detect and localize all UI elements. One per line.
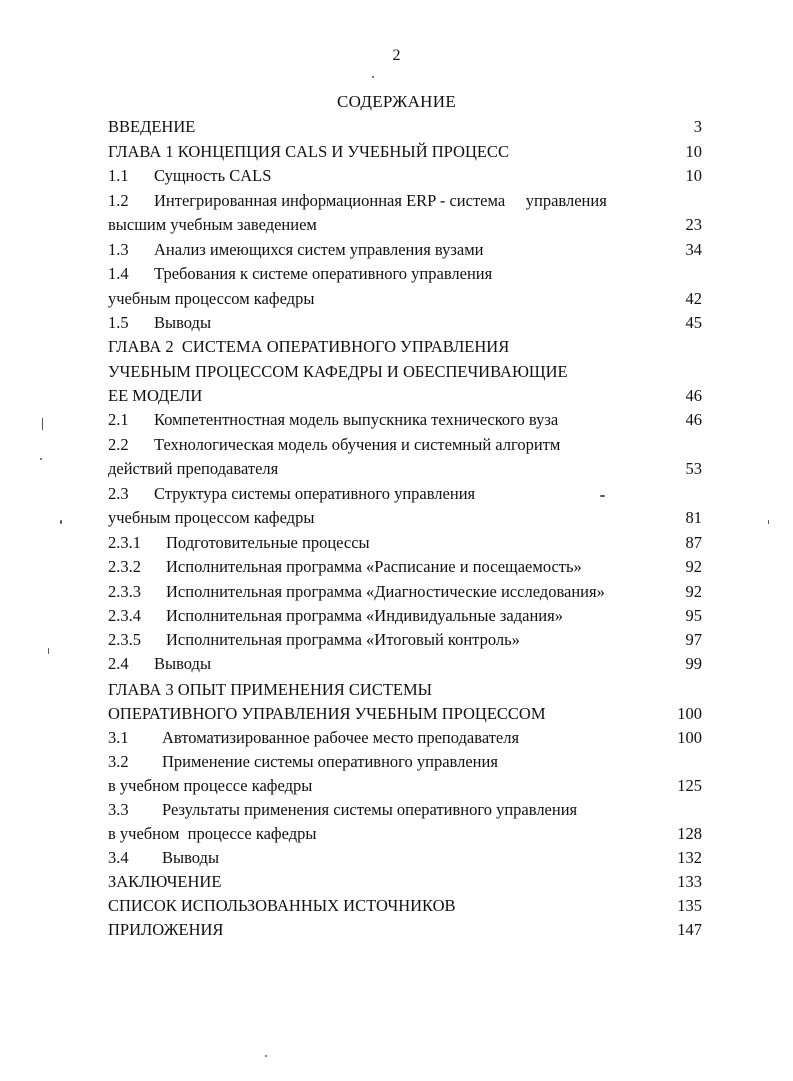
toc-entry-text: ГЛАВА 2 СИСТЕМА ОПЕРАТИВНОГО УПРАВЛЕНИЯ (108, 337, 510, 356)
toc-entry (108, 410, 558, 430)
toc-entry-number: 1.2 (108, 191, 129, 210)
toc-entry-number: 3.3 (108, 800, 129, 819)
page-number: 2 (392, 47, 401, 64)
toc-entry-text: Технологическая модель обучения и системный алгоритм (154, 435, 561, 454)
toc-entry-text: Результаты применения системы оперативного управления (162, 800, 578, 819)
toc-entry-page: 53 (685, 459, 702, 478)
toc-entry-text: Компетентностная модель выпускника технического вуза (154, 410, 559, 429)
toc-entry-number: 2.4 (108, 654, 129, 673)
toc-entry-text: Исполнительная программа «Индивидуальные задания» (166, 606, 563, 625)
toc-entry (108, 728, 519, 748)
toc-entry (108, 386, 202, 406)
toc-entry-page: 3 (693, 117, 702, 136)
toc-entry-text: Структура системы оперативного управления (154, 484, 476, 503)
scan-speck (48, 648, 49, 654)
toc-entry (108, 362, 568, 382)
toc-entry-page: 147 (677, 920, 702, 939)
toc-entry (108, 752, 498, 772)
toc-entry-page: 10 (685, 142, 702, 161)
toc-entry (108, 920, 223, 940)
toc-entry-text: ОПЕРАТИВНОГО УПРАВЛЕНИЯ УЧЕБНЫМ ПРОЦЕССОМ (108, 704, 546, 723)
toc-entry (108, 313, 211, 333)
toc-entry (108, 289, 314, 309)
toc-entry-page: 87 (685, 533, 702, 552)
toc-entry-text: Автоматизированное рабочее место преподавателя (162, 728, 520, 747)
toc-entry (108, 264, 492, 284)
toc-entry-text: ГЛАВА 1 КОНЦЕПЦИЯ CALS И УЧЕБНЫЙ ПРОЦЕСС (108, 142, 509, 161)
toc-entry (108, 630, 520, 650)
toc-entry-page: 46 (685, 410, 702, 429)
toc-entry-text: СПИСОК ИСПОЛЬЗОВАННЫХ ИСТОЧНИКОВ (108, 896, 456, 915)
toc-entry (108, 337, 509, 357)
toc-entry-text: Исполнительная программа «Расписание и посещаемость» (166, 557, 582, 576)
toc-entry-text: ГЛАВА 3 ОПЫТ ПРИМЕНЕНИЯ СИСТЕМЫ (108, 680, 433, 699)
toc-entry-number: 2.3.1 (108, 533, 141, 552)
toc-entry-number: 2.3 (108, 484, 129, 503)
toc-entry (108, 117, 195, 137)
toc-entry (108, 166, 271, 186)
toc-entry (108, 654, 211, 674)
toc-entry-text: Сущность CALS (154, 166, 272, 185)
toc-entry (108, 680, 432, 700)
toc-entry-page: 125 (677, 776, 702, 795)
toc-entry-text: Интегрированная информационная ERP - система управления (154, 191, 607, 210)
toc-entry-text: Выводы (154, 313, 212, 332)
toc-entry-page: 135 (677, 896, 702, 915)
page-title: СОДЕРЖАНИЕ (336, 92, 457, 111)
toc-entry (108, 484, 475, 504)
toc-entry-text: Выводы (162, 848, 220, 867)
toc-entry-page: 128 (677, 824, 702, 843)
toc-entry-text: действий преподавателя (108, 459, 279, 478)
toc-entry (108, 142, 509, 162)
toc-entry (108, 800, 577, 820)
toc-entry (108, 872, 221, 892)
toc-entry-text: ПРИЛОЖЕНИЯ (108, 920, 224, 939)
toc-entry-number: 2.3.3 (108, 582, 141, 601)
toc-entry-page: 97 (685, 630, 702, 649)
toc-entry (108, 582, 605, 602)
toc-entry-text: ЗАКЛЮЧЕНИЕ (108, 872, 222, 891)
toc-entry (108, 191, 607, 211)
toc-entry (108, 459, 278, 479)
toc-entry-page: 34 (685, 240, 702, 259)
toc-entry-text: ВВЕДЕНИЕ (108, 117, 196, 136)
toc-entry-text: Выводы (154, 654, 212, 673)
toc-entry-text: Исполнительная программа «Итоговый контроль» (166, 630, 520, 649)
toc-entry-page: 133 (677, 872, 702, 891)
toc-entry-number: 1.4 (108, 264, 129, 283)
toc-entry-page: 81 (685, 508, 702, 527)
scan-speck (42, 418, 43, 430)
toc-entry (108, 240, 484, 260)
toc-entry-page: 100 (677, 728, 702, 747)
toc-entry-text: учебным процессом кафедры (108, 508, 315, 527)
toc-entry-text: в учебном процессе кафедры (108, 824, 317, 843)
toc-entry (108, 508, 314, 528)
toc-entry-number: 2.3.4 (108, 606, 141, 625)
toc-entry-page: 95 (685, 606, 702, 625)
toc-entry-page: 45 (685, 313, 702, 332)
toc-entry-text: Анализ имеющихся систем управления вузами (154, 240, 484, 259)
toc-entry-text: Подготовительные процессы (166, 533, 370, 552)
toc-entry-number: 1.3 (108, 240, 129, 259)
toc-entry-text: учебным процессом кафедры (108, 289, 315, 308)
toc-entry (108, 435, 560, 455)
toc-entry (108, 557, 582, 577)
toc-entry-number: 3.1 (108, 728, 129, 747)
toc-entry-text: Применение системы оперативного управления (162, 752, 498, 771)
toc-entry-page: 46 (685, 386, 702, 405)
toc-entry-page: 99 (685, 654, 702, 673)
toc-entry-number: 2.2 (108, 435, 129, 454)
toc-entry (108, 824, 316, 844)
toc-entry-number: 1.5 (108, 313, 129, 332)
scan-speck (40, 458, 42, 460)
toc-entry (108, 533, 370, 553)
scan-speck (60, 520, 62, 524)
toc-entry-page: 42 (685, 289, 702, 308)
toc-entry (108, 896, 456, 916)
toc-entry-text: Требования к системе оперативного управления (154, 264, 493, 283)
toc-entry-page: 92 (685, 582, 702, 601)
toc-entry-page: 92 (685, 557, 702, 576)
toc-entry-page: 10 (685, 166, 702, 185)
toc-entry-text: ЕЕ МОДЕЛИ (108, 386, 203, 405)
toc-entry (108, 704, 546, 724)
toc-entry-text: УЧЕБНЫМ ПРОЦЕССОМ КАФЕДРЫ И ОБЕСПЕЧИВАЮЩИЕ (108, 362, 568, 381)
toc-entry-number: 1.1 (108, 166, 129, 185)
scan-speck (372, 76, 374, 78)
toc-entry-number: 3.4 (108, 848, 129, 867)
toc-entry (108, 776, 312, 796)
toc-entry-text: в учебном процессе кафедры (108, 776, 313, 795)
toc-entry-text: Исполнительная программа «Диагностические исследования» (166, 582, 605, 601)
toc-entry-page: 132 (677, 848, 702, 867)
scan-speck (768, 520, 769, 524)
toc-entry-text: высшим учебным заведением (108, 215, 317, 234)
toc-entry-number: 2.3.2 (108, 557, 141, 576)
scan-speck (600, 495, 605, 497)
toc-entry-page: 100 (677, 704, 702, 723)
scan-speck (265, 1055, 267, 1057)
toc-entry-number: 2.3.5 (108, 630, 141, 649)
toc-entry-page: 23 (685, 215, 702, 234)
toc-entry (108, 848, 219, 868)
toc-entry-number: 3.2 (108, 752, 129, 771)
toc-entry (108, 215, 317, 235)
toc-entry (108, 606, 563, 626)
toc-entry-number: 2.1 (108, 410, 129, 429)
